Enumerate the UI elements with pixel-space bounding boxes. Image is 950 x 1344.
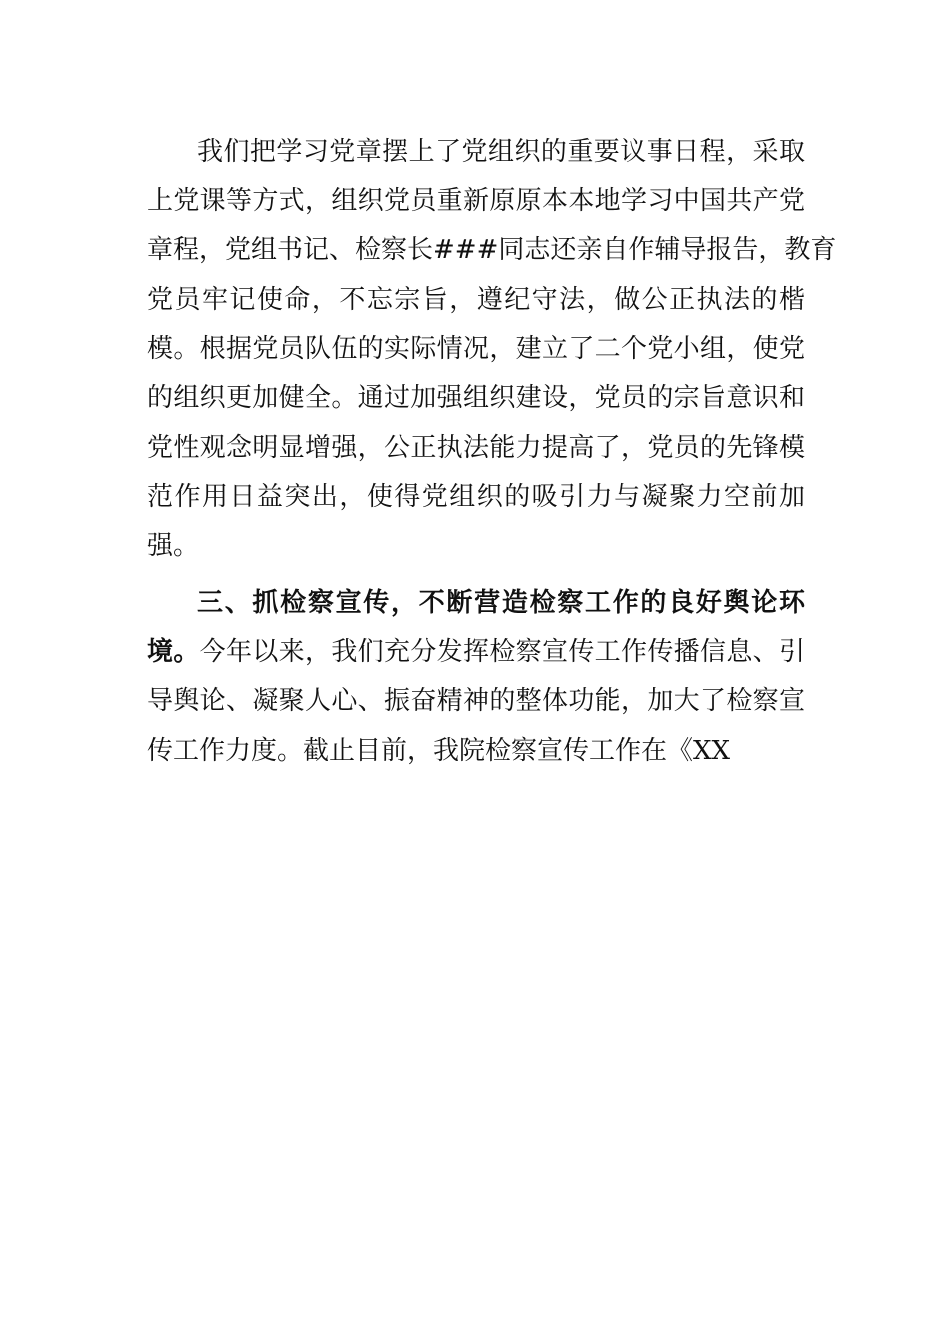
text-line: 的组织更加健全。通过加强组织建设，党员的宗旨意识和 [147,383,805,413]
text-line: 上党课等方式，组织党员重新原原本本地学习中国共产党 [147,186,805,216]
text-line [147,628,805,677]
section-heading-tail: 境。 [147,637,200,667]
text-line: 我们把学习党章摆上了党组织的重要议事日程，采取 [197,137,805,167]
text-line: 模。根据党员队伍的实际情况，建立了二个党小组，使党 [147,334,805,364]
text-line: 章程，党组书记、检察长###同志还亲自作辅导报告，教育 [147,235,837,265]
text-line: 导舆论、凝聚人心、振奋精神的整体功能，加大了检察宣 [147,686,805,716]
text-line: 传工作力度。截止目前，我院检察宣传工作在《XX [147,736,731,766]
section-heading: 三、抓检察宣传，不断营造检察工作的良好舆论环 [197,588,805,618]
text-line: 党员牢记使命，不忘宗旨，遵纪守法，做公正执法的楷 [147,285,805,315]
text-line: 党性观念明显增强，公正执法能力提高了，党员的先锋模 [147,433,805,463]
text-line: 强。 [147,531,200,561]
text-line: 范作用日益突出，使得党组织的吸引力与凝聚力空前加 [147,482,805,512]
text-line-rest: 今年以来，我们充分发挥检察宣传工作传播信息、引 [199,637,805,667]
